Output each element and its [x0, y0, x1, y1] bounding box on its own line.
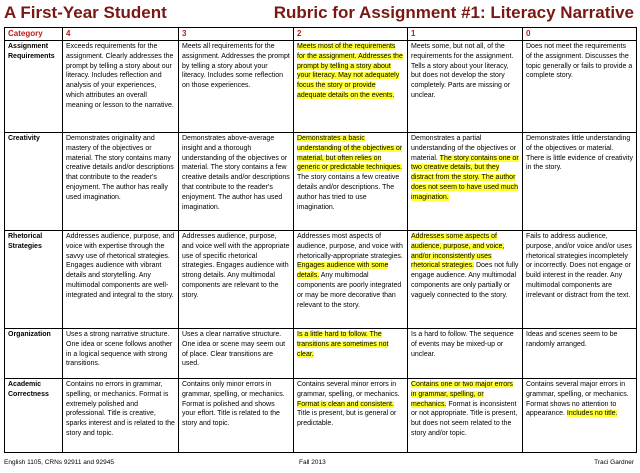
score-3-cell: Demonstrates above-average insight and a thorough understanding of the objectives or material. The story contains a few creative details and/or descriptions that contribute to the reader's enjoyment. The author has used imagination.	[179, 133, 294, 231]
highlighted-text: Meets most of the requirements for the assignment. Addresses the prompt by telling a story about your literacy. May not adequately focus the story or provide adequate details on the events.	[297, 43, 403, 99]
category-cell: Academic Correctness	[5, 379, 63, 453]
score-2-cell	[294, 329, 408, 379]
cell-text: Addresses most aspects of audience, purpose, and voice with rhetorically-appropriate strategies.	[297, 233, 403, 260]
score-3-cell: Meets all requirements for the assignment. Addresses the prompt by telling a story about your literacy. Includes some reflection on those experiences.	[179, 41, 294, 133]
cell-text: The story contains a few creative details and/or descriptions. The author has tried to use imagination.	[297, 174, 400, 211]
highlighted-text: Addresses some aspects of audience, purpose, and voice, and/or inconsistently uses rhetorical strategies.	[411, 233, 505, 270]
rubric-table	[4, 27, 637, 453]
footer-instructor: Traci Gardner	[594, 459, 634, 466]
footer-term: Fall 2013	[299, 459, 326, 466]
score-0-cell: Does not meet the requirements of the assignment. Discusses the topic generally or fails to provide a complete story.	[523, 41, 637, 133]
category-cell: Rhetorical Strategies	[5, 231, 63, 329]
score-1-cell	[408, 379, 523, 453]
score-4-cell: Exceeds requirements for the assignment. Clearly addresses the prompt by telling a story about our literacy. Includes reflection and analysis of your experiences, which attributes an overall meaning or lesson to the narrative.	[63, 41, 179, 133]
score-2-cell	[294, 231, 408, 329]
footer-course: English 1105, CRNs 92911 and 92945	[4, 459, 114, 466]
score-1-cell	[408, 133, 523, 231]
cell-text: Contains several major errors in grammar, spelling, or mechanics. Format shows no attention to appearance.	[526, 381, 629, 418]
table-row	[5, 329, 637, 379]
column-header-0: 0	[523, 28, 637, 41]
cell-text: Format is inconsistent or not appropriate. Title is present, but does not seem related to the story and/or topic.	[411, 400, 518, 437]
page-header	[0, 0, 640, 28]
score-4-cell: Uses a strong narrative structure. One idea or scene follows another in a logical sequence with strong transitions.	[63, 329, 179, 379]
score-0-cell	[523, 379, 637, 453]
table-row	[5, 231, 637, 329]
column-header-4: 4	[63, 28, 179, 41]
category-cell: Assignment Requirements	[5, 41, 63, 133]
rubric-title: Rubric for Assignment #1: Literacy Narrative	[273, 3, 634, 22]
table-row	[5, 41, 637, 133]
score-1-cell: Is a hard to follow. The sequence of events may be mixed-up or unclear.	[408, 329, 523, 379]
column-header-1: 1	[408, 28, 523, 41]
highlighted-text: Engages audience with some details.	[297, 262, 389, 280]
highlighted-text: Contains one or two major errors in grammar, spelling, or mechanics.	[411, 381, 513, 408]
score-2-cell	[294, 41, 408, 133]
table-row	[5, 133, 637, 231]
cell-text: Does not fully engage audience. Any multimodal components are only partially or vaguely connected to the story.	[411, 262, 519, 299]
category-cell: Organization	[5, 329, 63, 379]
score-2-cell	[294, 379, 408, 453]
column-header-category: Category	[5, 28, 63, 41]
score-3-cell: Addresses audience, purpose, and voice well with the appropriate use of specific rhetorical strategies. Engages audience with strong details. Any multimodal components are relevant to the story.	[179, 231, 294, 329]
score-1-cell: Meets some, but not all, of the requirements for the assignment. Tells a story about your literacy, but does not develop the story completely. Parts are missing or unclear.	[408, 41, 523, 133]
score-2-cell	[294, 133, 408, 231]
highlighted-text: Includes no title.	[566, 410, 618, 418]
cell-text: Contains several minor errors in grammar, spelling, or mechanics.	[297, 381, 400, 398]
highlighted-text: Demonstrates a basic understanding of the objectives or material, but often relies on generic or predictable techniques.	[297, 135, 403, 172]
column-header-2: 2	[294, 28, 408, 41]
score-4-cell: Demonstrates originality and mastery of the objectives or material. The story contains many creative details and/or descriptions that contribute to the reader's enjoyment. The author has really used imagination.	[63, 133, 179, 231]
cell-text: Title is present, but is general or predictable.	[297, 410, 397, 428]
column-header-3: 3	[179, 28, 294, 41]
cell-text: Any multimodal components are poorly integrated or may be more decorative than relevant to the story.	[297, 272, 402, 309]
student-title: A First-Year Student	[4, 3, 167, 22]
score-4-cell: Contains no errors in grammar, spelling, or mechanics. Format is extremely polished and professional. Title is creative, sparks interest and is related to the story and topic.	[63, 379, 179, 453]
category-cell: Creativity	[5, 133, 63, 231]
highlighted-text: The story contains one or two creative details, but they distract from the story. The author does not seem to have used much imagination.	[411, 154, 519, 201]
score-3-cell: Contains only minor errors in grammar, spelling, or mechanics. Format is polished and shows your effort. Title is related to the story and topic.	[179, 379, 294, 453]
table-row	[5, 379, 637, 453]
score-4-cell: Addresses audience, purpose, and voice with expertise through the savvy use of rhetorical strategies. Engages audience with vibrant details and storytelling. Any multimodal components are well-integrated and integral to the story.	[63, 231, 179, 329]
score-0-cell: Fails to address audience, purpose, and/or voice and/or uses rhetorical strategies incompletely or incorrectly. Does not engage or build interest in the reader. Any multimodal components are irrelevant or distract from the text.	[523, 231, 637, 329]
table-header-row	[5, 28, 637, 41]
score-1-cell	[408, 231, 523, 329]
score-3-cell: Uses a clear narrative structure. One idea or scene may seem out of place. Clear transitions are used.	[179, 329, 294, 379]
highlighted-text: Is a little hard to follow. The transitions are sometimes not clear.	[297, 331, 389, 358]
score-0-cell: Ideas and scenes seem to be randomly arranged.	[523, 329, 637, 379]
highlighted-text: Format is clean and consistent.	[297, 400, 394, 408]
score-0-cell: Demonstrates little understanding of the objectives or material. There is little evidence of creativity in the story.	[523, 133, 637, 231]
cell-text: Demonstrates a partial understanding of the objectives or material.	[411, 135, 517, 162]
